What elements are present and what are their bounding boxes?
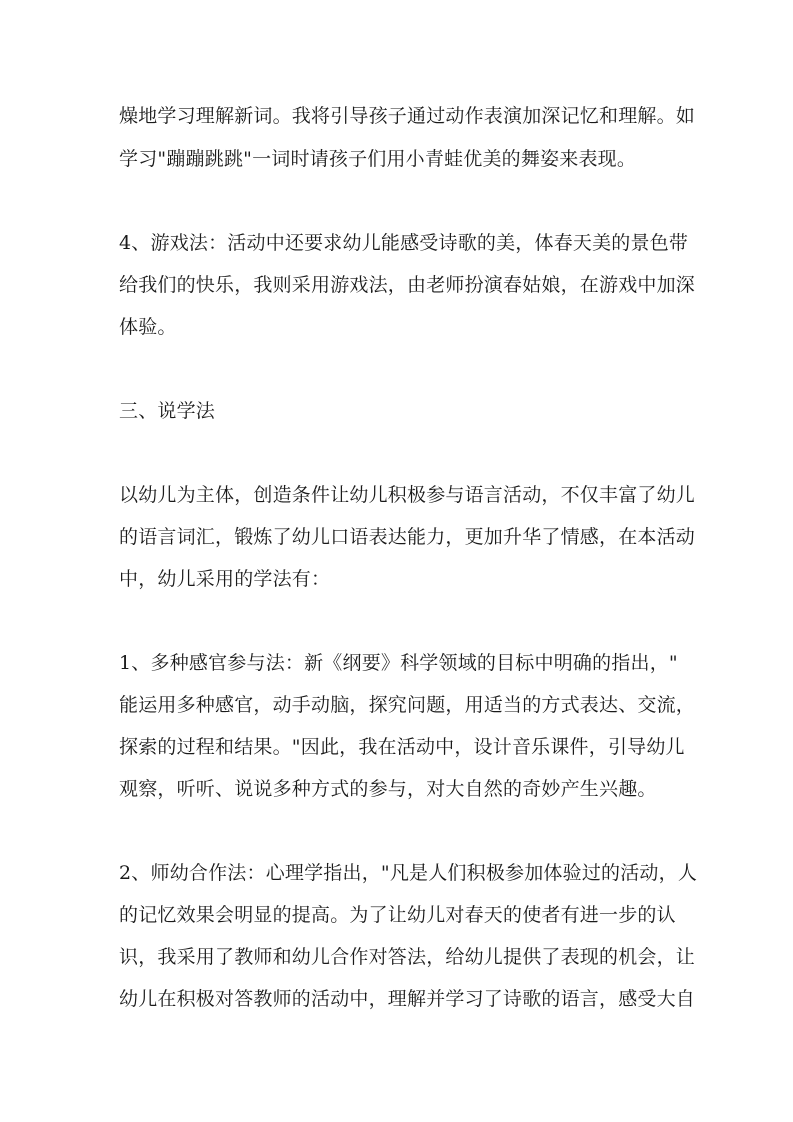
text-line: 幼儿在积极对答教师的活动中，理解并学习了诗歌的语言，感受大自 <box>119 988 696 1010</box>
text-line: 的记忆效果会明显的提高。为了让幼儿对春天的使者有进一步的认 <box>119 904 676 926</box>
text-line: 1、多种感官参与法：新《纲要》科学领域的目标中明确的指出，" <box>119 652 678 674</box>
text-line: 给我们的快乐，我则采用游戏法，由老师扮演春姑娘，在游戏中加深 <box>119 274 696 296</box>
text-line: 探索的过程和结果。"因此，我在活动中，设计音乐课件，引导幼儿 <box>119 736 685 758</box>
text-line: 识，我采用了教师和幼儿合作对答法，给幼儿提供了表现的机会，让 <box>119 946 696 968</box>
text-line: 能运用多种感官，动手动脑，探究问题，用适当的方式表达、交流， <box>119 694 696 716</box>
text-line: 2、师幼合作法：心理学指出，"凡是人们积极参加体验过的活动，人 <box>119 862 698 884</box>
text-line: 观察，听听、说说多种方式的参与，对大自然的奇妙产生兴趣。 <box>119 778 657 800</box>
text-line: 燥地学习理解新词。我将引导孩子通过动作表演加深记忆和理解。如 <box>119 105 696 127</box>
text-line: 的语言词汇，锻炼了幼儿口语表达能力，更加升华了情感，在本活动 <box>119 526 696 548</box>
text-line: 以幼儿为主体，创造条件让幼儿积极参与语言活动，不仅丰富了幼儿 <box>119 484 696 506</box>
section-heading: 三、说学法 <box>119 400 216 422</box>
text-line: 4、游戏法：活动中还要求幼儿能感受诗歌的美，体春天美的景色带 <box>119 232 689 254</box>
text-line: 中，幼儿采用的学法有： <box>119 568 331 590</box>
text-line: 体验。 <box>119 316 177 338</box>
text-line: 学习"蹦蹦跳跳"一词时请孩子们用小青蛙优美的舞姿来表现。 <box>119 148 637 170</box>
